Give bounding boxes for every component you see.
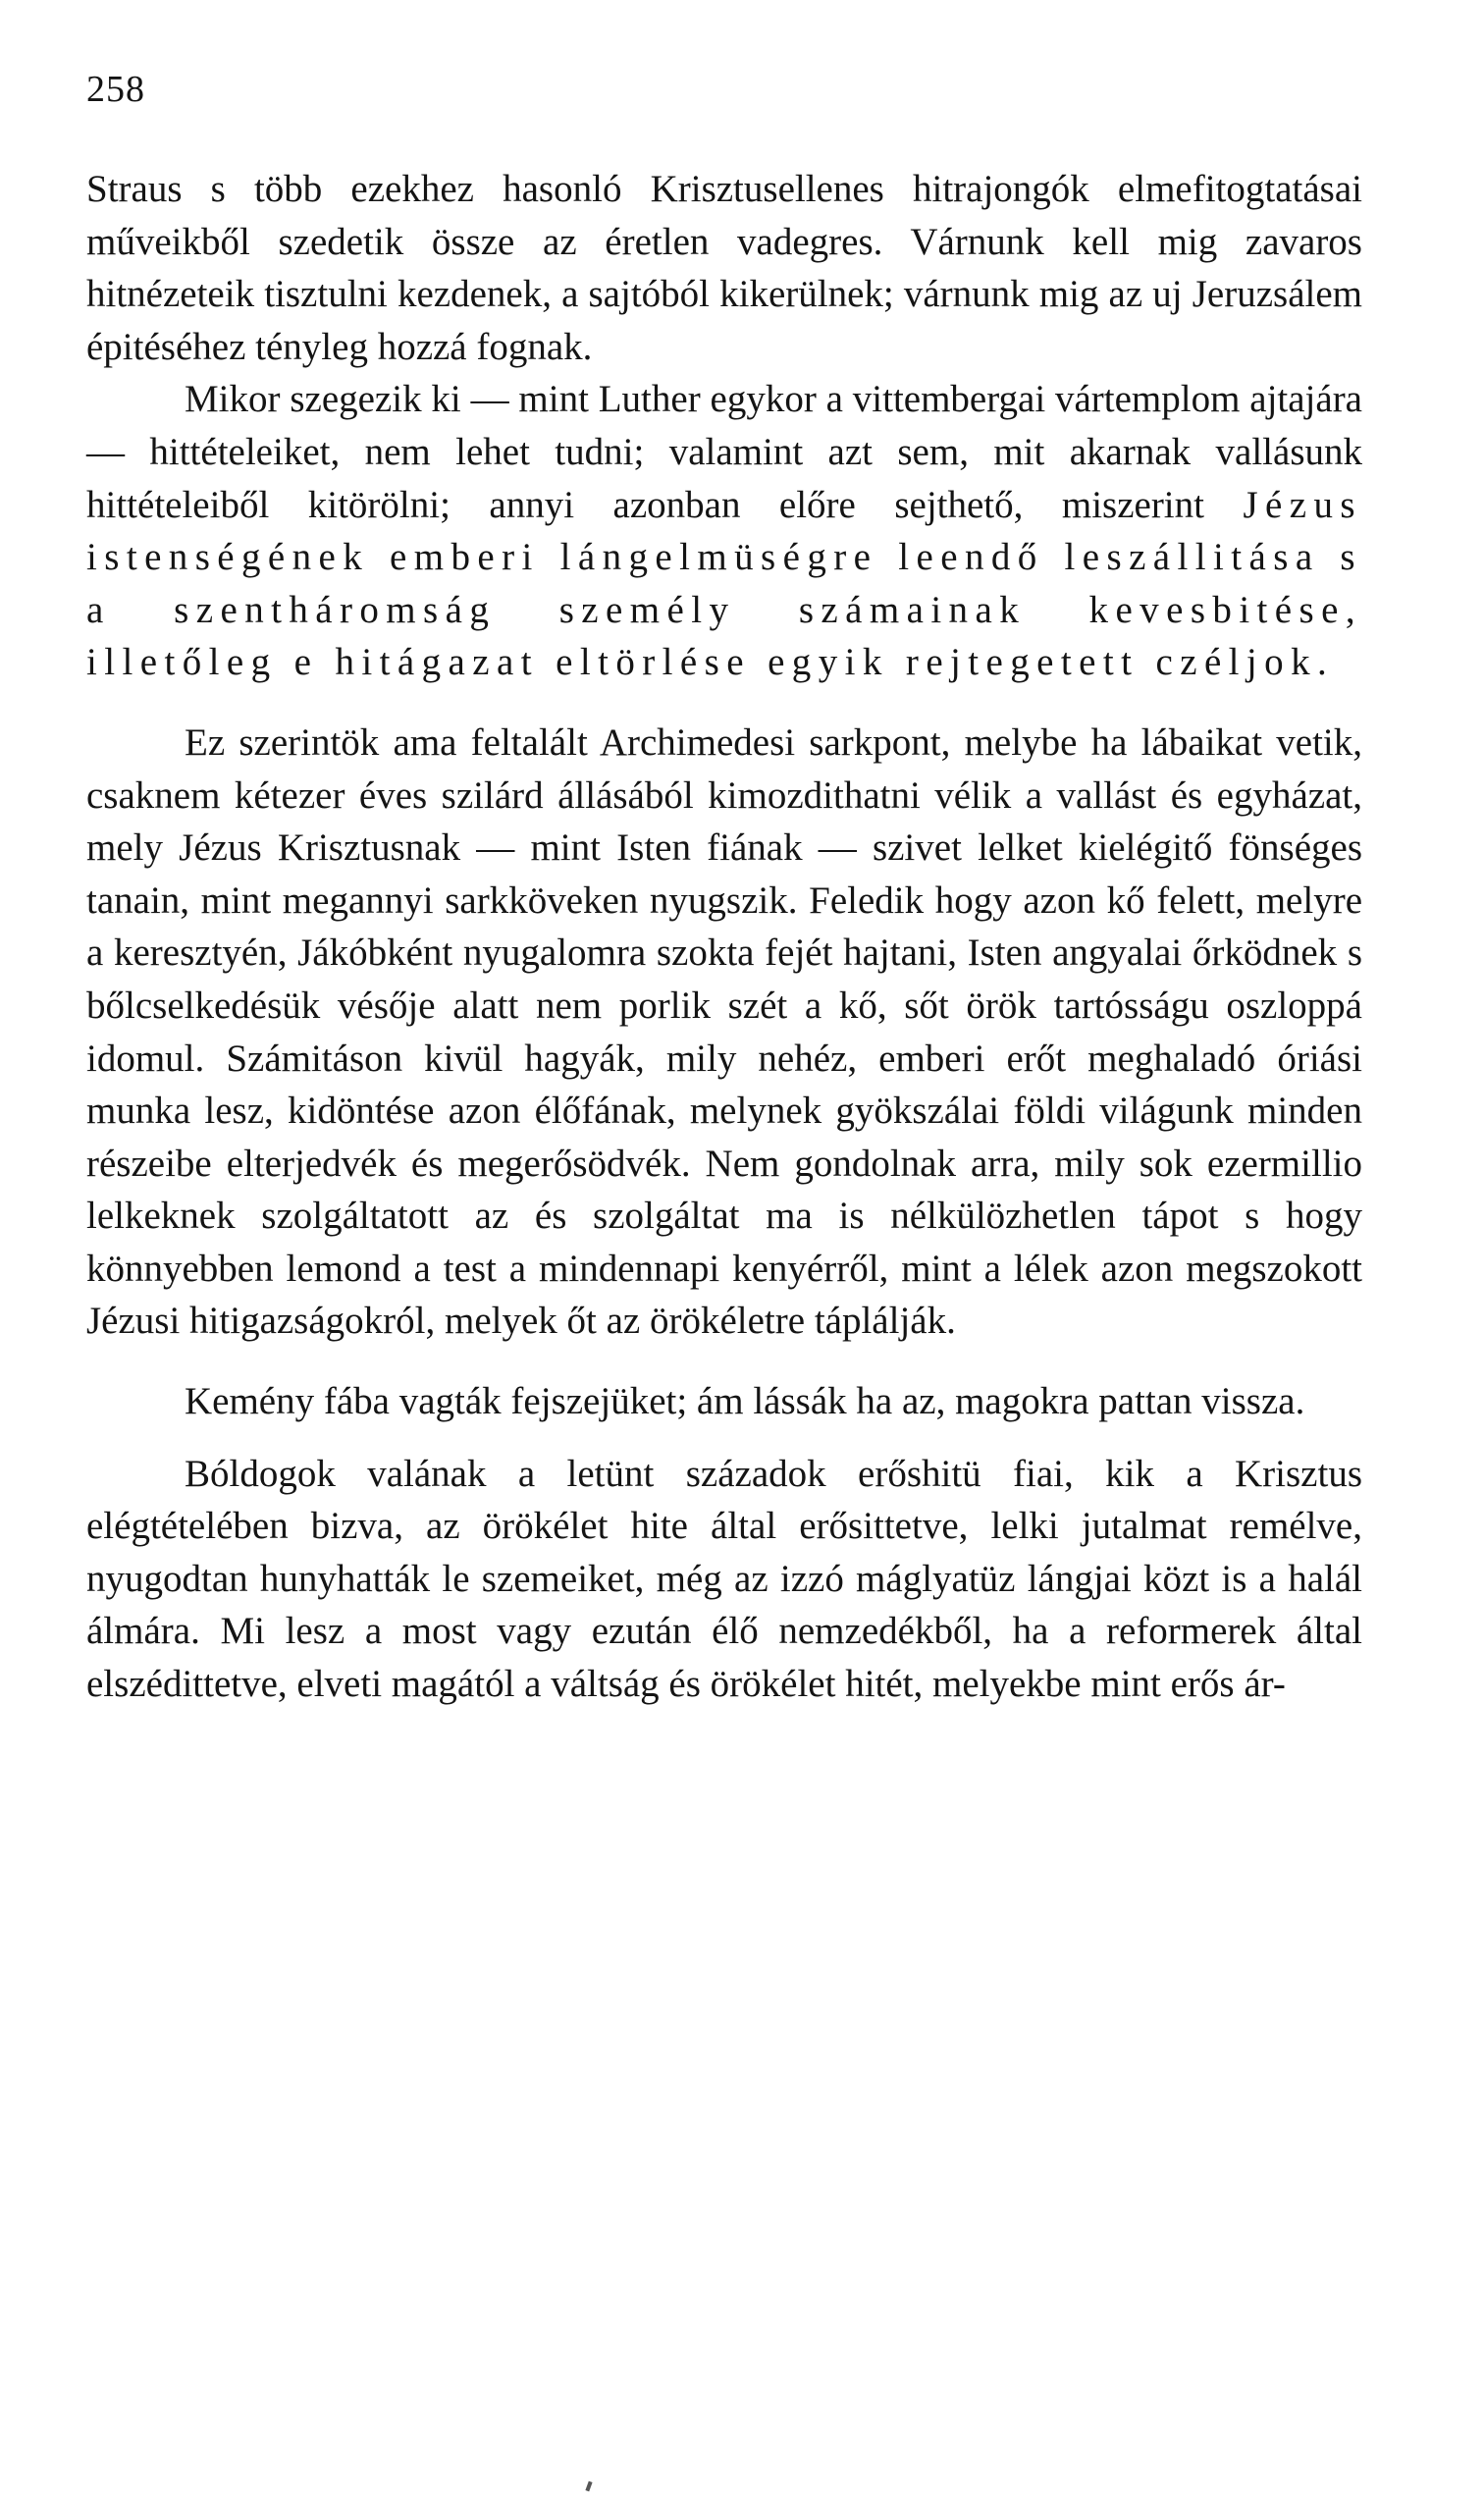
stray-print-mark: [585, 2481, 592, 2492]
page-number: 258: [86, 69, 145, 110]
paragraph-2-text: Mikor szegezik ki — mint Luther egykor a vittembergai vártemplom ajtajára — hittételeiket, nem lehet tudni; valamint azt sem, mit akarnak vallásunk hittételeiből kitörölni; annyi azonban előre sejthető, miszerint: [86, 378, 1362, 526]
paragraph-5: Bóldogok valának a letünt századok erőshitü fiai, kik a Krisztus elégtételében bizva, az örökélet hite által erősittetve, lelki jutalmat remélve, nyugodtan hunyhatták le szemeiket, még az izzó máglyatüz lángjai közt is a halál álmára. Mi lesz a most vagy ezután élő nemzedékből, ha a reformerek által elszédittetve, elveti magától a váltság és örökélet hitét, melyekbe mint erős ár-: [86, 1452, 1362, 1706]
body-text: [86, 163, 1362, 1711]
paragraph-4: Kemény fába vagták fejszejüket; ám lássák ha az, magokra pattan vissza.: [185, 1380, 1305, 1423]
paragraph-2-spaced-emphasis: Jézus istenségének emberi lángelmüségre leendő leszállitása s a szentháromság személy számainak kevesbitése, illetőleg e hitágazat eltörlése egyik rejtegetett czéljok.: [86, 483, 1362, 684]
paragraph-3: Ez szerintök ama feltalált Archimedesi sarkpont, melybe ha lábaikat vetik, csaknem kétezer éves szilárd állásából kimozdithatni vélik a vallást és egyházat, mely Jézus Krisztusnak — mint Isten fiának — szivet lelket kielégitő fönséges tanain, mint megannyi sarkköveken nyugszik. Feledik hogy azon kő felett, melyre a keresztyén, Jákóbként nyugalomra szokta fejét hajtani, Isten angyalai őrködnek s bőlcselkedésük vésője alatt nem porlik szét a kő, sőt örök tartósságu oszloppá idomul. Számitáson kivül hagyák, mily nehéz, emberi erőt meghaladó óriási munka lesz, kidöntése azon élőfának, melynek gyökszálai földi világunk minden részeibe elterjedvék és megerősödvék. Nem gondolnak arra, mily sok ezermillio lelkeknek szolgáltatott az és szolgáltat ma is nélkülözhetlen tápot s hogy könnyebben lemond a test a mindennapi kenyérről, mint a lélek azon megszokott Jézusi hitigazságokról, melyek őt az örökéletre táplálják.: [86, 720, 1362, 1343]
paragraph-2: [86, 373, 1362, 689]
paragraph-1: Straus s több ezekhez hasonló Krisztusellenes hitrajongók elmefitogtatásai műveikből szedetik össze az éretlen vadegres. Várnunk kell mig zavaros hitnézeteik tisztulni kezdenek, a sajtóból kikerülnek; várnunk mig az uj Jeruzsálem épitéséhez tényleg hozzá fognak.: [86, 168, 1362, 368]
